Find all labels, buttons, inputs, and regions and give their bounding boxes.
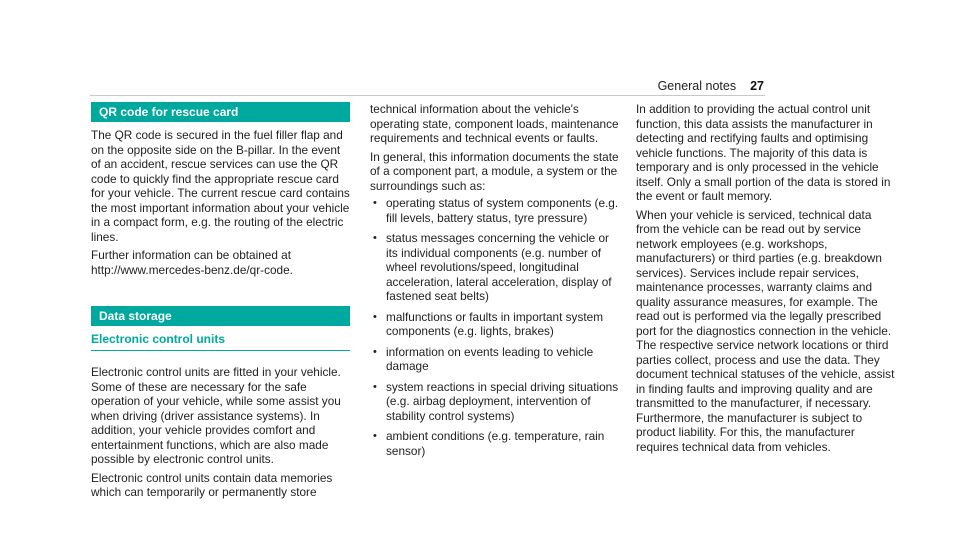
- page-number: 27: [750, 79, 764, 93]
- qr-paragraph-1: The QR code is secured in the fuel filler flap and on the opposite side on the B-pillar. In the event of an accident, rescue services can use the QR code to quickly find the appropriate rescue card for your vehicle. The current rescue card contains the most important information about your vehicle in a compact form, e.g. the routing of the electric lines.: [91, 128, 350, 244]
- list-item: • ambient conditions (e.g. temperature, rain sensor): [373, 429, 605, 458]
- state-paragraph: In general, this information documents the state of a component part, a module, a system or the surroundings such as:: [370, 149, 619, 193]
- bullet-icon: •: [373, 232, 377, 244]
- column-right: [636, 102, 898, 458]
- service-paragraph: When your vehicle is serviced, technical data from the vehicle can be read out by service network employees (e.g. workshops, manufacturers) or third parties (e.g. breakdown services). Services include repair services, maintenance processes, warranty claims and quality assurance measures, for example. The read out is performed via the legally prescribed port for the diagnostics connection in the vehicle. The respective service network locations or third parties collect, process and use the data. They document technical statuses of the vehicle, assist in finding faults and improving quality and are transmitted to the manufacturer, if necessary. Furthermore, the manufacturer is subject to product liability. For this, the manufacturer requires technical data from vehicles.: [636, 207, 895, 454]
- tech-info-paragraph: technical information about the vehicle's operating state, component loads, maintenance requirements and technical events or faults.: [370, 102, 619, 145]
- list-item: • system reactions in special driving situations (e.g. airbag deployment, intervention of stability control systems): [373, 379, 619, 423]
- function-paragraph: In addition to providing the actual control unit function, this data assists the manufacturer in detecting and rectifying faults and optimising vehicle functions. The majority of this data is temporary and is only processed in the vehicle itself. Only a small portion of the data is stored in the event or fault memory.: [636, 102, 891, 203]
- qr-paragraph-2: Further information can be obtained at http://www.mercedes-benz.de/qr-code.: [91, 248, 293, 277]
- column-left: [91, 102, 350, 504]
- bullet-icon: •: [373, 380, 377, 393]
- header-divider: [90, 95, 765, 96]
- list-item: • status messages concerning the vehicle or its individual components (e.g. number of wheel revolutions/speed, longitudinal acceleration, lateral acceleration, display of fastened seat belts): [373, 231, 612, 303]
- ecu-subheading: Electronic control units: [91, 332, 350, 351]
- data-storage-heading: Data storage: [91, 306, 350, 326]
- ecu-paragraph-2: Electronic control units contain data memories which can temporarily or permanently store: [91, 470, 333, 499]
- ecu-paragraph-1: Electronic control units are fitted in your vehicle. Some of these are necessary for the safe operation of your vehicle, while some assist you when driving (driver assistance systems). In addition, your vehicle provides comfort and entertainment functions, which are also made possible by electronic control units.: [91, 365, 341, 466]
- page-header: [658, 79, 764, 93]
- section-title: General notes: [657, 79, 737, 93]
- bullet-icon: •: [373, 345, 377, 358]
- bullet-icon: •: [373, 197, 377, 209]
- column-middle: [370, 102, 620, 464]
- bullet-icon: •: [373, 310, 377, 323]
- bullet-icon: •: [373, 430, 377, 442]
- list-item: • malfunctions or faults in important system components (e.g. lights, brakes): [373, 309, 604, 338]
- data-types-list: [370, 196, 620, 458]
- list-item: • operating status of system components (e.g. fill levels, battery status, tyre pressure): [373, 196, 619, 225]
- qr-section-heading: QR code for rescue card: [91, 102, 350, 122]
- list-item: • information on events leading to vehicle damage: [373, 344, 594, 373]
